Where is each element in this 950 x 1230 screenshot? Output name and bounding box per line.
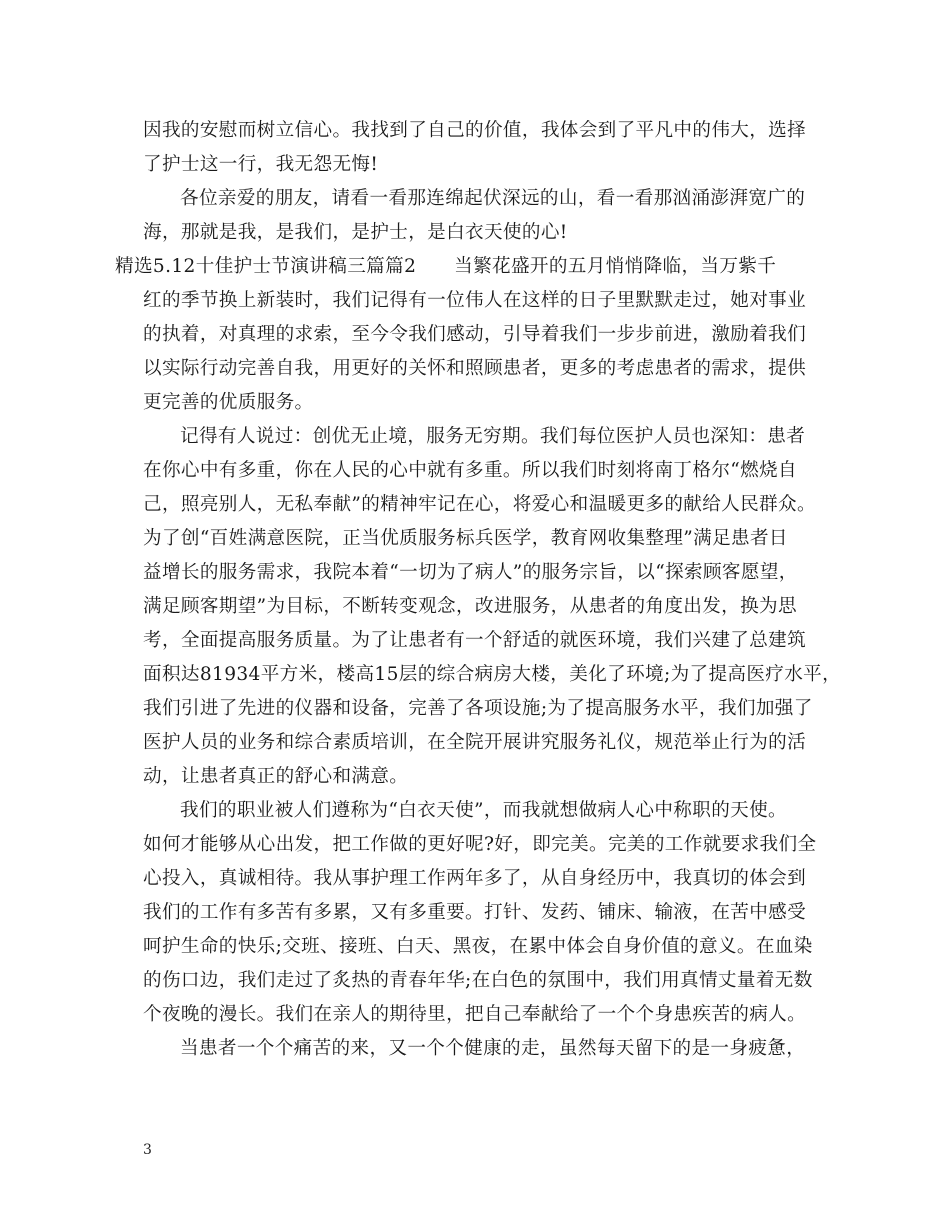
text-line: 我们的职业被人们遵称为“白衣天使”，而我就想做病人心中称职的天使。 xyxy=(180,800,787,821)
text-line: 因我的安慰而树立信心。我找到了自己的价值，我体会到了平凡中的伟大，选择 xyxy=(143,120,807,141)
text-line: 动，让患者真正的舒心和满意。 xyxy=(143,766,409,787)
text-line: 益增长的服务需求，我院本着“一切为了病人”的服务宗旨，以“探索顾客愿望， xyxy=(143,562,798,583)
text-line: 以实际行动完善自我，用更好的关怀和照顾患者，更多的考虑患者的需求，提供 xyxy=(143,358,807,379)
text-line: 如何才能够从心出发，把工作做的更好呢?好，即完美。完美的工作就要求我们全 xyxy=(143,834,817,855)
text-line: 各位亲爱的朋友，请看一看那连绵起伏深远的山，看一看那汹涌澎湃宽广的 xyxy=(180,188,806,209)
text-line: 的执着，对真理的求索，至今令我们感动，引导着我们一步步前进，激励着我们 xyxy=(143,324,807,345)
text-line: 的伤口边，我们走过了炙热的青春年华;在白色的氛围中，我们用真情丈量着无数 xyxy=(143,970,813,991)
text-line: 为了创“百姓满意医院，正当优质服务标兵医学，教育网收集整理”满足患者日 xyxy=(143,528,788,549)
text-line: 精选5.12十佳护士节演讲稿三篇篇2 当繁花盛开的五月悄悄降临，当万紫千 xyxy=(115,256,777,277)
text-line: 我们引进了先进的仪器和设备，完善了各项设施;为了提高服务水平，我们加强了 xyxy=(143,698,813,719)
text-line: 海，那就是我，是我们，是护士，是白衣天使的心! xyxy=(143,222,568,243)
text-line: 个夜晚的漫长。我们在亲人的期待里，把自己奉献给了一个个身患疾苦的病人。 xyxy=(143,1004,807,1025)
text-line: 记得有人说过：创优无止境，服务无穷期。我们每位医护人员也深知：患者 xyxy=(180,426,806,447)
text-line: 面积达81934平方米，楼高15层的综合病房大楼，美化了环境;为了提高医疗水平， xyxy=(143,664,842,685)
text-line: 呵护生命的快乐;交班、接班、白天、黑夜，在累中体会自身价值的意义。在血染 xyxy=(143,936,813,957)
text-line: 当患者一个个痛苦的来，又一个个健康的走，虽然每天留下的是一身疲惫， xyxy=(180,1038,806,1059)
text-line: 了护士这一行，我无怨无悔! xyxy=(143,154,379,175)
page-number: 3 xyxy=(143,1142,152,1158)
text-line: 满足顾客期望”为目标，不断转变观念，改进服务，从患者的角度出发，换为思 xyxy=(143,596,797,617)
text-line: 心投入，真诚相待。我从事护理工作两年多了，从自身经历中，我真切的体会到 xyxy=(143,868,807,889)
text-line: 更完善的优质服务。 xyxy=(143,392,314,413)
text-line: 在你心中有多重，你在人民的心中就有多重。所以我们时刻将南丁格尔“燃烧自 xyxy=(143,460,797,481)
text-line: 医护人员的业务和综合素质培训，在全院开展讲究服务礼仪，规范举止行为的活 xyxy=(143,732,807,753)
text-line: 己，照亮别人，无私奉献”的精神牢记在心，将爱心和温暖更多的献给人民群众。 xyxy=(143,494,816,515)
text-line: 我们的工作有多苦有多累，又有多重要。打针、发药、铺床、输液，在苦中感受 xyxy=(143,902,807,923)
text-line: 红的季节换上新装时，我们记得有一位伟人在这样的日子里默默走过，她对事业 xyxy=(143,290,807,311)
text-line: 考，全面提高服务质量。为了让患者有一个舒适的就医环境，我们兴建了总建筑 xyxy=(143,630,807,651)
